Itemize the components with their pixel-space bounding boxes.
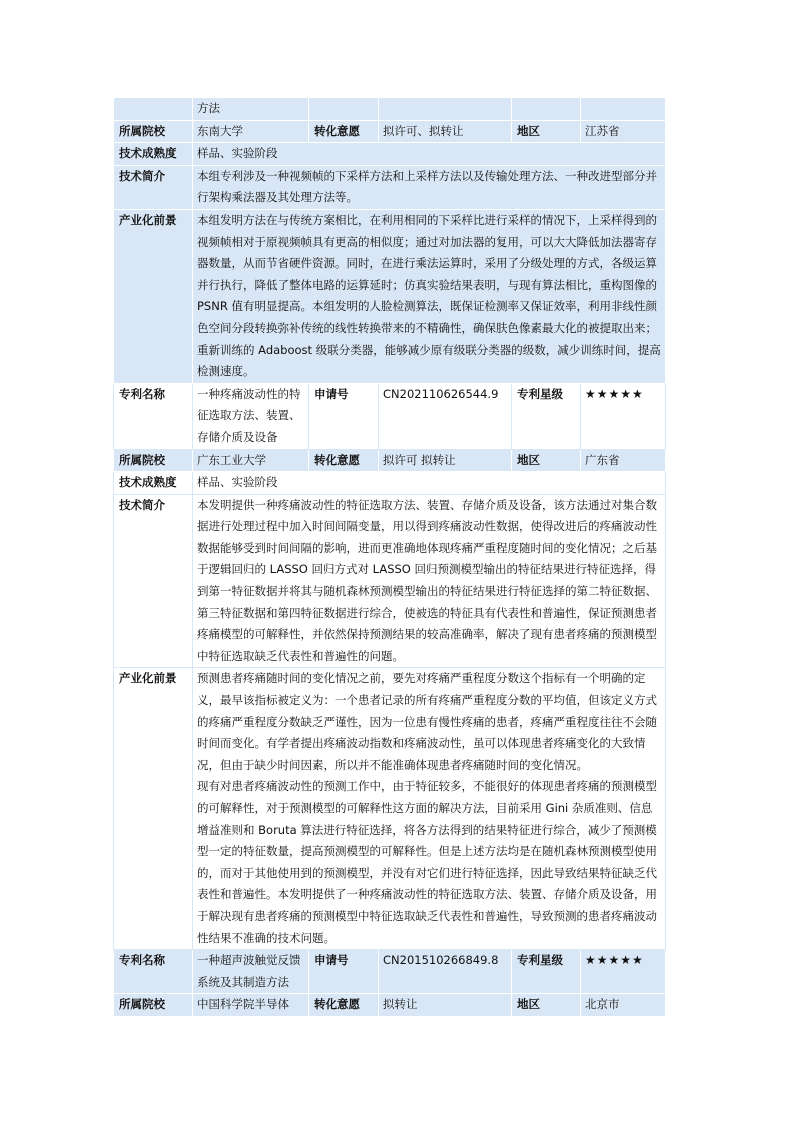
application-number-value: CN201510266849.8 — [379, 950, 512, 994]
region-label: 地区 — [512, 449, 581, 472]
maturity-label: 技术成熟度 — [114, 143, 193, 166]
industry-label: 产业化前景 — [114, 209, 193, 383]
table-row — [114, 994, 666, 1017]
industry-paragraph: 预测患者疼痛随时间的变化情况之前，要先对疼痛严重程度分数这个指标有一个明确的定义，最早该指标被定义为：一个患者记录的所有疼痛严重程度分数的平均值，但该定义方式的疼痛严重程度分数缺乏严谨性，因为一位患有慢性疼痛的患者，疼痛严重程度往往不会随时间而变化。有学者提出疼痛波动指数和疼痛波动性，虽可以体现患者疼痛变化的大致情况，但由于缺少时间因素，所以并不能准确体现患者疼痛随时间的变化情况。 — [197, 671, 657, 772]
patent-name-value: 一种疼痛波动性的特征选取方法、装置、存储介质及设备 — [193, 383, 309, 449]
maturity-label: 技术成熟度 — [114, 472, 193, 495]
industry-value: 本组发明方法在与传统方案相比，在利用相同的下采样比进行采样的情况下，上采样得到的视频帧相对于原视频帧具有更高的相似度；通过对加法器的复用，可以大大降低加法器寄存器数量，从而节省硬件资源。同时，在进行乘法运算时，采用了分级处理的方式，各级运算并行执行，降低了整体电路的运算延时；仿真实验结果表明，与现有算法相比，重构图像的 PSNR 值有明显提高。本组发明的人脸检测算法，既保证检测率又保证效率，利用非线性颜色空间分段转换弥补传统的线性转换带来的不精确性，确保肤色像素最大化的被提取出来；重新训练的 Adaboost 级联分类器，能够减少原有级联分类器的级数，减少训练时间，提高检测速度。 — [193, 209, 666, 383]
industry-paragraph: 现有对患者疼痛波动性的预测工作中，由于特征较多，不能很好的体现患者疼痛的预测模型的可解释性，对于预测模型的可解释性这方面的解决方法，目前采用 Gini 杂质准则、信息增益准则和 Boruta 算法进行特征选择，将各方法得到的结果特征进行综合，减少了预测模型一定的特征数量，提高预测模型的可解释性。但是上述方法均是在随机森林预测模型使用的，而对于其他使用到的预测模型，并没有对它们进行特征选择，因此导致结果特征缺乏代表性和普遍性。本发明提供了一种疼痛波动性的特征选取方法、装置、存储介质及设备，用于解决现有患者疼痛的预测模型中特征选取缺乏代表性和普遍性，导致预测的患者疼痛波动性结果不准确的技术问题。 — [197, 779, 657, 945]
table-row — [114, 120, 666, 143]
industry-label: 产业化前景 — [114, 668, 193, 950]
maturity-value: 样品、实验阶段 — [193, 143, 666, 166]
application-number-label: 申请号 — [309, 383, 379, 449]
transfer-value: 拟许可、拟转让 — [379, 120, 512, 143]
region-value: 北京市 — [581, 994, 666, 1017]
region-label: 地区 — [512, 994, 581, 1017]
intro-value: 本发明提供一种疼痛波动性的特征选取方法、装置、存储介质及设备，该方法通过对集合数据进行处理过程中加入时间间隔变量，用以得到疼痛波动性数据，使得改进后的疼痛波动性数据能够受到时间间隔的影响，进而更准确地体现疼痛严重程度随时间的变化情况；之后基于逻辑回归的 LASSO 回归方式对 LASSO 回归预测模型输出的特征结果进行特征选择，得到第一特征数据并将其与随机森林预测模型输出的特征结果进行特征选择的第二特征数据、第三特征数据和第四特征数据进行综合，使被选的特征具有代表性和普遍性，保证预测患者疼痛模型的可解释性，并依然保持预测结果的较高准确率，解决了现有患者疼痛的预测模型中特征选取缺乏代表性和普遍性的问题。 — [193, 494, 666, 668]
patent-rating-stars: ★★★★★ — [581, 383, 666, 449]
label-cell — [114, 98, 193, 121]
table-row — [114, 950, 666, 994]
transfer-value: 拟转让 — [379, 994, 512, 1017]
patent-name-label: 专利名称 — [114, 950, 193, 994]
intro-label: 技术简介 — [114, 165, 193, 209]
table-row — [114, 494, 666, 668]
patent-name-tail: 方法 — [193, 98, 309, 121]
school-value: 广东工业大学 — [193, 449, 309, 472]
application-number-value: CN202110626544.9 — [379, 383, 512, 449]
patent-info-table — [113, 97, 666, 1017]
transfer-label: 转化意愿 — [309, 120, 379, 143]
table-row — [114, 165, 666, 209]
patent-name-label: 专利名称 — [114, 383, 193, 449]
intro-value: 本组专利涉及一种视频帧的下采样方法和上采样方法以及传输处理方法、一种改进型部分并行架构乘法器及其处理方法等。 — [193, 165, 666, 209]
table-row — [114, 449, 666, 472]
school-label: 所属院校 — [114, 449, 193, 472]
patent-name-value: 一种超声波触觉反馈系统及其制造方法 — [193, 950, 309, 994]
table-row — [114, 668, 666, 950]
patent-rating-stars: ★★★★★ — [581, 950, 666, 994]
table-row — [114, 143, 666, 166]
table-row — [114, 209, 666, 383]
transfer-value: 拟许可 拟转让 — [379, 449, 512, 472]
region-value: 江苏省 — [581, 120, 666, 143]
intro-label: 技术简介 — [114, 494, 193, 668]
school-label: 所属院校 — [114, 120, 193, 143]
patent-rating-label: 专利星级 — [512, 950, 581, 994]
transfer-label: 转化意愿 — [309, 449, 379, 472]
school-value: 东南大学 — [193, 120, 309, 143]
school-label: 所属院校 — [114, 994, 193, 1017]
table-row — [114, 472, 666, 495]
maturity-value: 样品、实验阶段 — [193, 472, 666, 495]
transfer-label: 转化意愿 — [309, 994, 379, 1017]
region-value: 广东省 — [581, 449, 666, 472]
table-row — [114, 98, 666, 121]
industry-value — [193, 668, 666, 950]
table-row — [114, 383, 666, 449]
application-number-label: 申请号 — [309, 950, 379, 994]
patent-rating-label: 专利星级 — [512, 383, 581, 449]
region-label: 地区 — [512, 120, 581, 143]
school-value: 中国科学院半导体 — [193, 994, 309, 1017]
